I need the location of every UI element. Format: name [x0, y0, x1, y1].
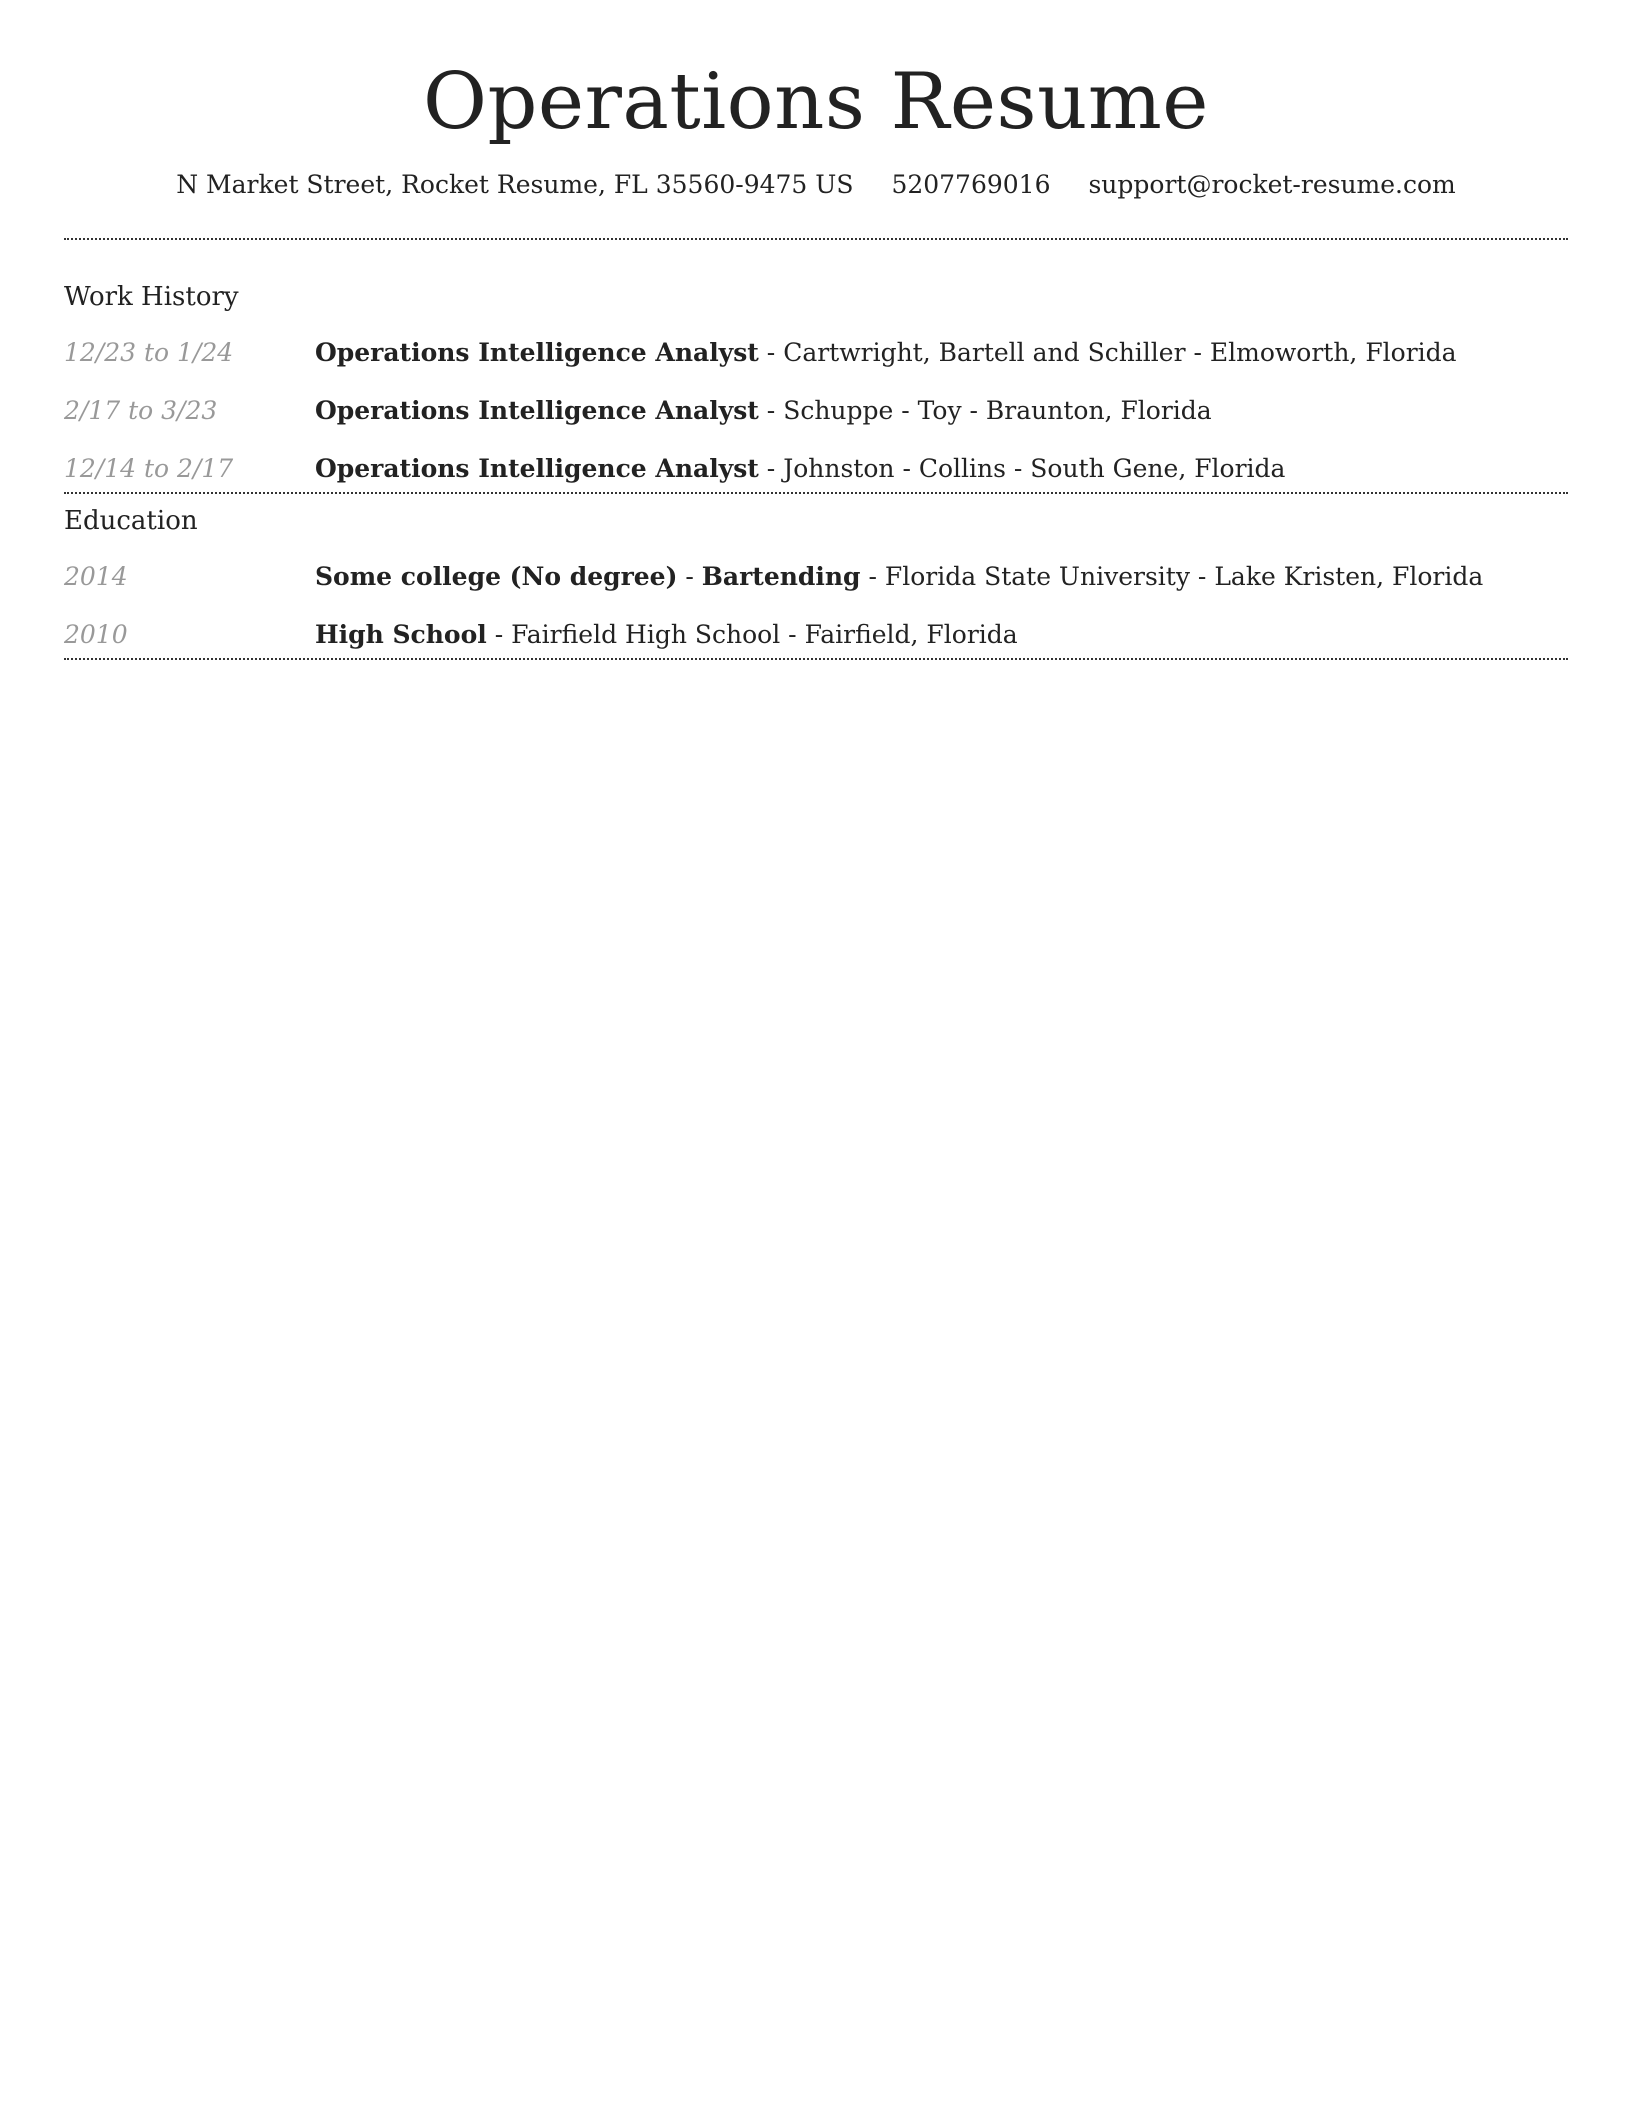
separator: - [1189, 562, 1215, 591]
separator: - [677, 562, 702, 591]
education-entry-year: 2014 [64, 562, 128, 591]
work-entry-details [315, 336, 1568, 370]
work-history-list [64, 336, 1568, 486]
address-text: N Market Street, Rocket Resume, FL 35560-9475 US [176, 170, 854, 199]
work-entry [64, 394, 1568, 428]
education-entry-details [315, 618, 1568, 652]
education-entry-location: Lake Kristen, Florida [1214, 562, 1484, 591]
work-entry-role: Operations Intelligence Analyst [315, 338, 759, 367]
education-entry-field: Bartending [701, 562, 861, 591]
education-entry [64, 618, 1568, 652]
work-entry-location: South Gene, Florida [1030, 454, 1286, 483]
work-entry-dates: 2/17 to 3/23 [64, 396, 218, 425]
work-entry [64, 452, 1568, 486]
contact-line [64, 168, 1568, 202]
work-entry-role: Operations Intelligence Analyst [315, 454, 759, 483]
separator: - [758, 338, 784, 367]
separator: - [758, 454, 784, 483]
education-entry-year: 2010 [64, 620, 128, 649]
separator: - [860, 562, 885, 591]
education-list [64, 560, 1568, 652]
work-entry-company: Cartwright, Bartell and Schiller [783, 338, 1186, 367]
work-entry-location: Elmoworth, Florida [1209, 338, 1457, 367]
work-entry-location: Braunton, Florida [985, 396, 1212, 425]
education-divider [64, 658, 1568, 660]
education-entry-location: Fairfield, Florida [804, 620, 1018, 649]
education-entry [64, 560, 1568, 594]
work-entry-company: Schuppe - Toy [783, 396, 962, 425]
education-entry-degree: High School [315, 620, 487, 649]
education-section [64, 504, 1568, 660]
email-text: support@rocket-resume.com [1088, 170, 1456, 199]
work-history-section [64, 280, 1568, 494]
education-entry-school: Fairfield High School [511, 620, 781, 649]
work-entry-dates: 12/14 to 2/17 [64, 454, 234, 483]
work-entry [64, 336, 1568, 370]
separator: - [1005, 454, 1031, 483]
separator: - [961, 396, 986, 425]
work-entry-company: Johnston - Collins [783, 454, 1006, 483]
work-history-heading: Work History [64, 282, 239, 312]
separator: - [780, 620, 805, 649]
resume-title: Operations Resume [423, 57, 1209, 147]
education-heading: Education [64, 506, 198, 536]
separator: - [486, 620, 512, 649]
separator: - [758, 396, 784, 425]
separator: - [1185, 338, 1210, 367]
header-divider [64, 238, 1568, 240]
education-entry-details [315, 560, 1568, 594]
phone-text: 5207769016 [891, 170, 1051, 199]
work-history-divider [64, 492, 1568, 494]
education-entry-school: Florida State University [884, 562, 1190, 591]
education-entry-degree: Some college (No degree) [315, 562, 678, 591]
work-entry-details [315, 452, 1568, 486]
work-entry-role: Operations Intelligence Analyst [315, 396, 759, 425]
work-entry-details [315, 394, 1568, 428]
work-entry-dates: 12/23 to 1/24 [64, 338, 234, 367]
